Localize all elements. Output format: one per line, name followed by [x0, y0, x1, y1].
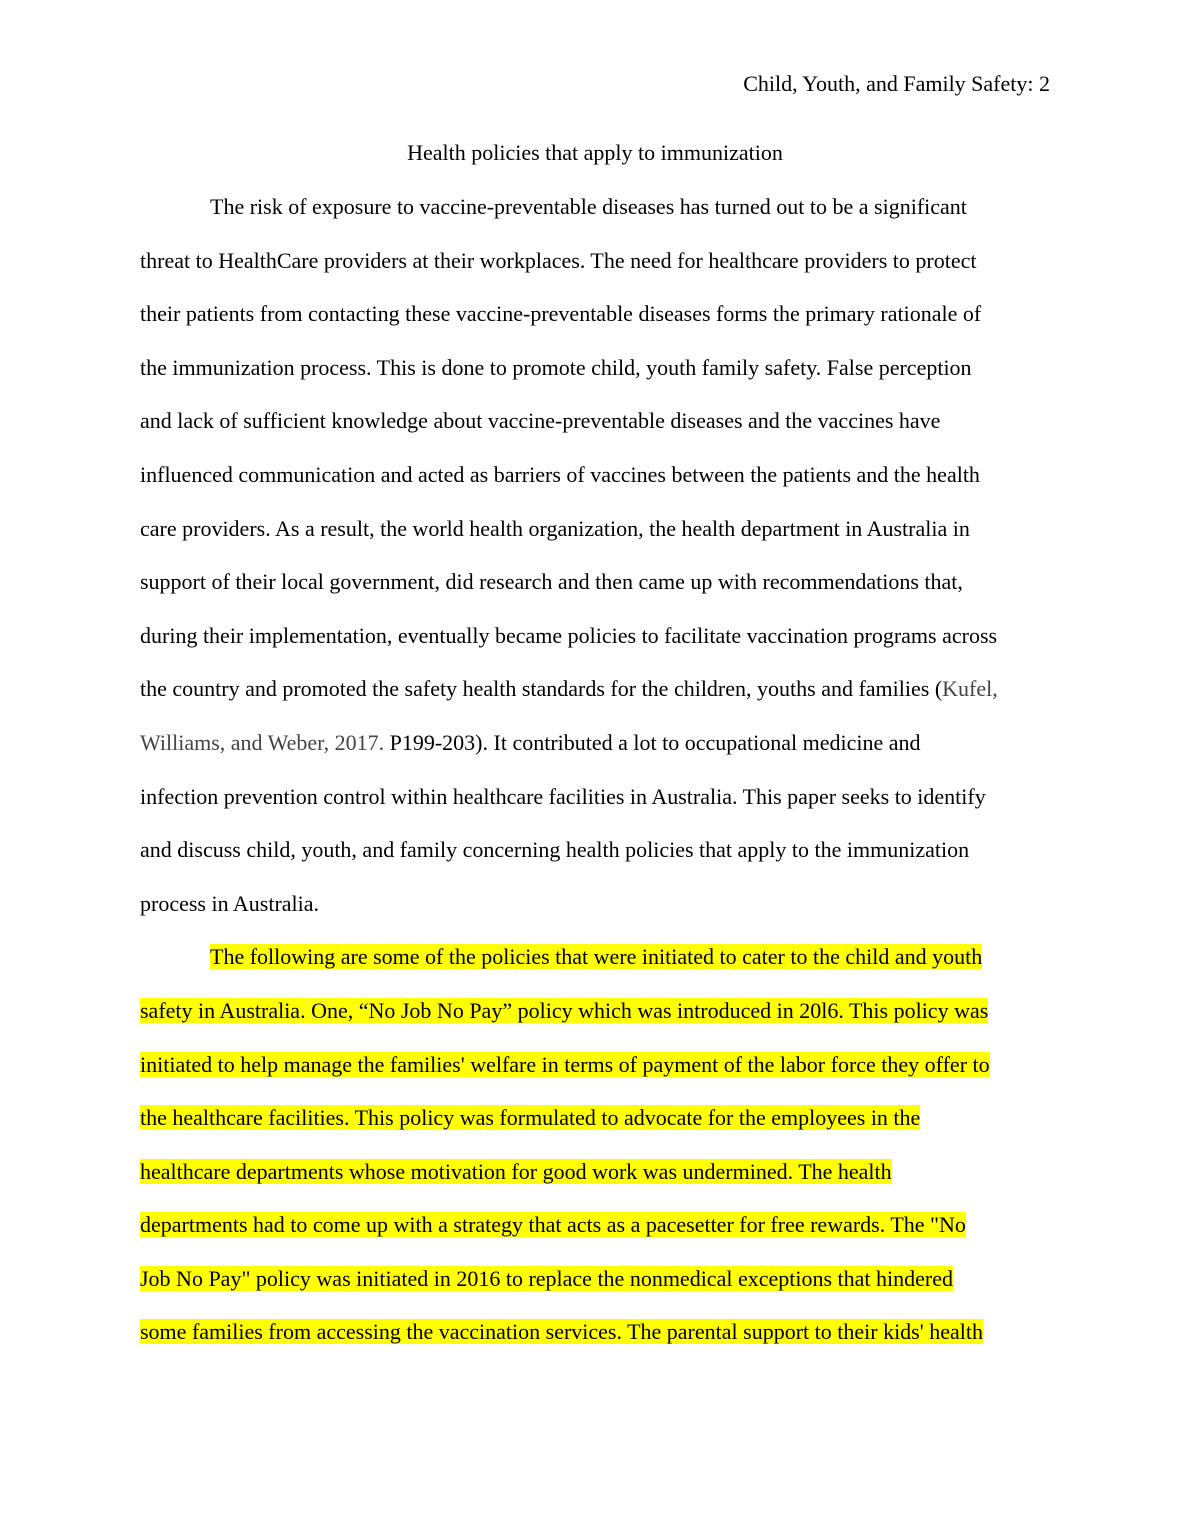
text-line: process in Australia.: [140, 890, 320, 916]
text-line: and lack of sufficient knowledge about vaccine-preventable diseases and the vaccines have: [140, 408, 941, 434]
citation-text: Williams, and Weber, 2017.: [140, 729, 385, 755]
highlighted-text: departments had to come up with a strategy that acts as a pacesetter for free rewards. The "No: [140, 1212, 966, 1238]
text-line: The risk of exposure to vaccine-preventable diseases has turned out to be a significant: [210, 194, 967, 219]
highlighted-text: safety in Australia. One, “No Job No Pay” policy which was introduced in 20l6. This policy was: [140, 997, 989, 1023]
page-title: Health policies that apply to immunization: [407, 140, 783, 165]
document-body: [140, 180, 1060, 1359]
paragraph-1: [140, 180, 1060, 930]
running-head: Child, Youth, and Family Safety: 2: [743, 71, 1050, 96]
highlighted-text: the healthcare facilities. This policy was formulated to advocate for the employees in the: [140, 1105, 921, 1131]
citation-text: Kufel,: [942, 676, 998, 702]
text-segment: P199-203). It contributed a lot to occupational medicine and: [384, 729, 921, 755]
text-line: [140, 1252, 1060, 1306]
text-line: infection prevention control within healthcare facilities in Australia. This paper seeks to identify: [140, 783, 986, 809]
text-segment: the country and promoted the safety health standards for the children, youths and families (: [140, 676, 943, 702]
text-line: threat to HealthCare providers at their workplaces. The need for healthcare providers to protect: [140, 247, 977, 273]
text-line: [140, 1038, 1060, 1092]
text-line: their patients from contacting these vaccine-preventable diseases forms the primary rationale of: [140, 301, 982, 327]
paragraph-2-highlighted: [140, 930, 1060, 1359]
highlighted-text: Job No Pay" policy was initiated in 2016 to replace the nonmedical exceptions that hindered: [140, 1265, 953, 1291]
text-line: [140, 930, 1060, 984]
text-line: influenced communication and acted as barriers of vaccines between the patients and the health: [140, 461, 980, 487]
text-line: [140, 984, 1060, 1038]
text-line: [140, 1305, 1060, 1359]
text-line: care providers. As a result, the world health organization, the health department in Australia in: [140, 515, 970, 541]
text-line: [140, 1145, 1060, 1199]
text-line: [140, 1091, 1060, 1145]
text-line: support of their local government, did research and then came up with recommendations that,: [140, 569, 963, 595]
text-line-with-citation: [140, 716, 1060, 770]
text-line-with-citation: [140, 662, 1060, 716]
text-line: and discuss child, youth, and family concerning health policies that apply to the immunization: [140, 837, 970, 863]
highlighted-text: some families from accessing the vaccination services. The parental support to their kids' health: [140, 1319, 983, 1345]
text-line: [140, 1198, 1060, 1252]
text-line: the immunization process. This is done to promote child, youth family safety. False perception: [140, 354, 972, 380]
highlighted-text: healthcare departments whose motivation for good work was undermined. The health: [140, 1158, 892, 1184]
highlighted-text: initiated to help manage the families' welfare in terms of payment of the labor force they offer to: [140, 1051, 990, 1077]
text-line: during their implementation, eventually became policies to facilitate vaccination programs across: [140, 622, 998, 648]
highlighted-text: The following are some of the policies that were initiated to cater to the child and youth: [210, 944, 983, 970]
